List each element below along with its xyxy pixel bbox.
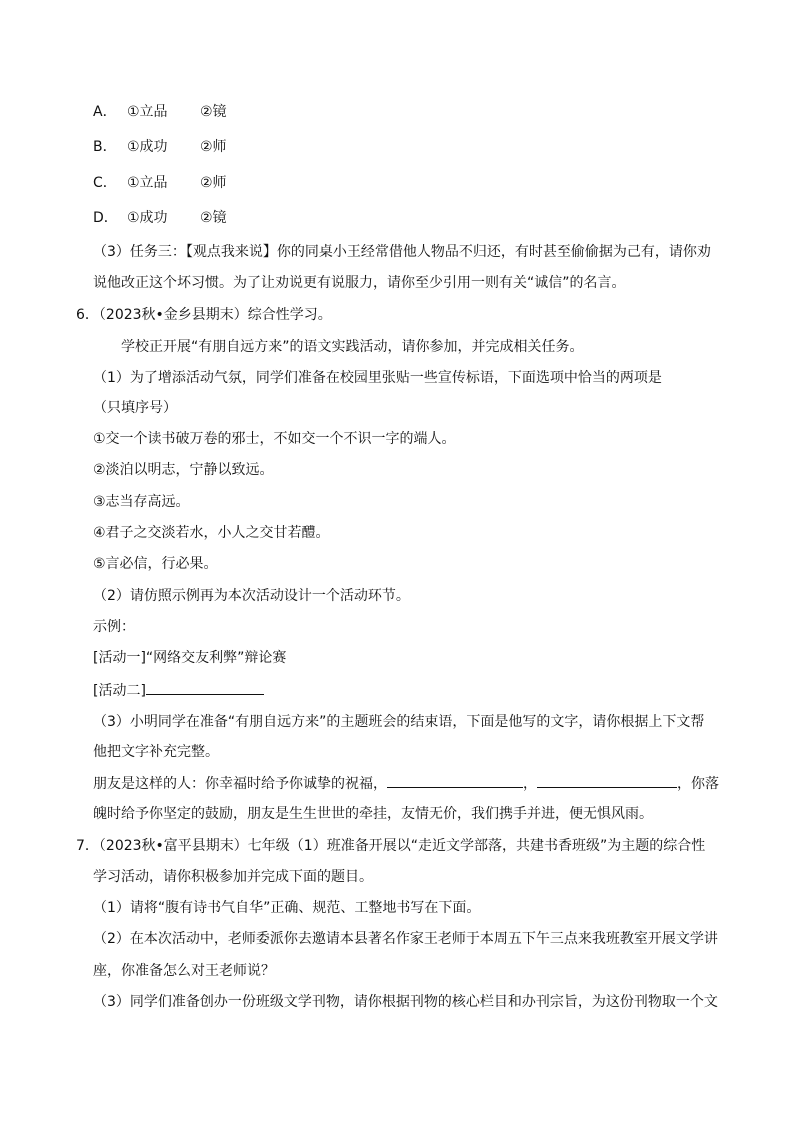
q6-friend-line1: [93, 773, 719, 794]
q6-sub1-line1: （1）为了增添活动气氛，同学们准备在校园里张贴一些宣传标语，下面选项中恰当的两项是: [93, 370, 662, 386]
friend-blank-1: [387, 773, 523, 788]
question-number: 6．: [76, 307, 99, 323]
question-6: [76, 305, 332, 325]
option-c: [93, 173, 227, 193]
option-first: ①立品: [127, 104, 168, 120]
option-label: A．: [93, 104, 117, 120]
q6-activity2: [93, 680, 264, 701]
option-second: ②镜: [200, 210, 227, 226]
friend-blank-2: [537, 773, 677, 788]
q6-item-2: ②淡泊以明志，宁静以致远。: [93, 462, 274, 478]
friend-part2: ，你落: [677, 776, 719, 792]
q6-item-4: ④君子之交淡若水，小人之交甘若醴。: [93, 525, 330, 541]
q7-sub1: （1）请将“腹有诗书气自华”正确、规范、工整地书写在下面。: [93, 900, 481, 916]
q6-activity1: [活动一]“网络交友利弊”辩论赛: [93, 650, 287, 666]
option-b: [93, 137, 227, 157]
question-header: （2023秋•富平县期末）七年级（1）班准备开展以“走近文学部落，共建书香班级”为主题的综合性: [98, 838, 706, 854]
q6-sub2: （2）请仿照示例再为本次活动设计一个活动环节。: [93, 588, 410, 604]
option-first: ①成功: [127, 139, 168, 155]
q6-sub3-line2: 他把文字补充完整。: [93, 744, 219, 760]
q7-sub2-line2: 座，你准备怎么对王老师说？: [93, 963, 275, 979]
q6-item-1: ①交一个读书破万卷的邪士，不如交一个不识一字的端人。: [93, 431, 456, 447]
q6-example-label: 示例：: [93, 619, 135, 635]
question-7: [76, 836, 705, 856]
q5-task3-line1: （3）任务三：【观点我来说】你的同桌小王经常借他人物品不归还，有时甚至偷偷据为己有，请你劝: [93, 244, 711, 260]
option-second: ②师: [200, 139, 227, 155]
option-label: B．: [93, 139, 117, 155]
option-second: ②镜: [200, 104, 227, 120]
option-d: [93, 208, 227, 228]
option-second: ②师: [200, 175, 227, 191]
activity2-label: [活动二]: [93, 683, 146, 699]
q7-sub3-line1: （3）同学们准备创办一份班级文学刊物，请你根据刊物的核心栏目和办刊宗旨，为这份刊物取一个文: [93, 994, 718, 1010]
q6-item-5: ⑤言必信，行必果。: [93, 556, 218, 572]
activity2-blank: [146, 680, 264, 695]
q7-sub2-line1: （2）在本次活动中，老师委派你去邀请本县著名作家王老师于本周五下午三点来我班教室开展文学讲: [93, 931, 718, 947]
question-number: 7．: [76, 838, 99, 854]
q6-intro: 学校正开展“有朋自远方来”的语文实践活动，请你参加，并完成相关任务。: [121, 339, 584, 355]
q6-item-3: ③志当存高远。: [93, 494, 190, 510]
q6-friend-line2: 魄时给予你坚定的鼓励，朋友是生生世世的牵挂，友情无价，我们携手并进，便无惧风雨。: [93, 806, 653, 822]
friend-part1: 朋友是这样的人：你幸福时给予你诚挚的祝福，: [93, 776, 387, 792]
q7-line2: 学习活动，请你积极参加并完成下面的题目。: [93, 869, 373, 885]
option-first: ①立品: [127, 175, 168, 191]
option-label: D．: [93, 210, 118, 226]
q5-task3-line2: 说他改正这个坏习惯。为了让劝说更有说服力，请你至少引用一则有关“诚信”的名言。: [93, 275, 626, 291]
option-a: [93, 102, 227, 122]
q6-sub3-line1: （3）小明同学在准备“有朋自远方来”的主题班会的结束语，下面是他写的文字，请你根据上下文帮: [93, 714, 705, 730]
question-header: （2023秋•金乡县期末）综合性学习。: [98, 307, 332, 323]
friend-sep: ，: [523, 776, 537, 792]
option-label: C．: [93, 175, 117, 191]
option-first: ①成功: [127, 210, 168, 226]
q6-sub1-line2: （只填序号）: [93, 400, 177, 416]
